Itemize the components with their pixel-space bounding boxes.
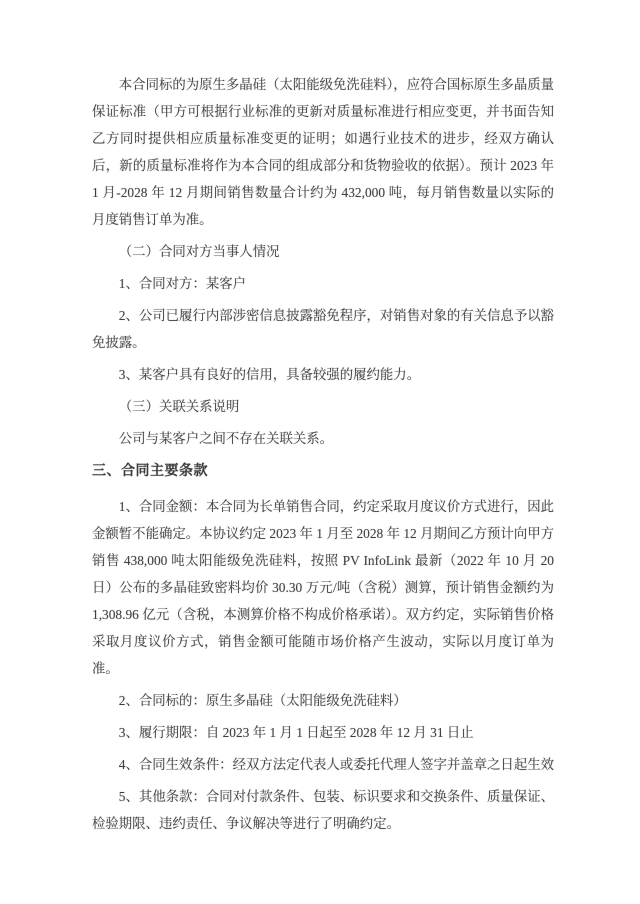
item-contract-subject: 2、合同标的：原生多晶硅（太阳能级免洗硅料） (118, 693, 407, 708)
section-heading-main-contract-terms: 三、合同主要条款 (92, 462, 208, 478)
item-contract-amount: 1、合同金额：本合同为长单销售合同，约定采取月度议价方式进行，因此金额暂不能确定。本协议约定 2023 年 1 月至 2028 年 12 月期间乙方预计向甲方销售 438,000 吨太阳能级免洗硅料，按照 PV InfoLink 最新（2022 年 10 月 20 日）公布的多晶硅致密料均价 30.30 万元/吨（含税）测算，预计销售金额约为 1,308.96 亿元（含税，本测算价格不构成价格承诺）。双方约定，实际销售价格采取月度议价方式，销售金额可能随市场价格产生波动，实际以月度订单为准。 (92, 499, 554, 676)
subsection-heading-relationship-note: （三）关联关系说明 (118, 399, 240, 414)
paragraph-contract-subject-quality: 本合同标的为原生多晶硅（太阳能级免洗硅料），应符合国标原生多晶质量保证标准（甲方可根据行业标准的更新对质量标准进行相应变更，并书面告知乙方同时提供相应质量标准变更的证明；如遇行业技术的进步，经双方确认后，新的质量标准将作为本合同的组成部分和货物验收的依据）。预计 2023 年 1 月-2028 年 12 月期间销售数量合计约为 432,000 吨，每月销售数量以实际的月度销售订单为准。 (92, 77, 554, 227)
item-other-terms: 5、其他条款：合同对付款条件、包装、标识要求和交换条件、质量保证、检验期限、违约责任、争议解决等进行了明确约定。 (92, 789, 554, 831)
paragraph-no-related-relationship: 公司与某客户之间不存在关联关系。 (118, 431, 334, 446)
item-disclosure-exemption: 2、公司已履行内部涉密信息披露豁免程序，对销售对象的有关信息予以豁免披露。 (92, 308, 554, 350)
item-performance-period: 3、履行期限：自 2023 年 1 月 1 日起至 2028 年 12 月 31 日止 (118, 725, 474, 740)
subsection-heading-counterparty-info: （二）合同对方当事人情况 (118, 244, 280, 259)
item-contract-counterparty: 1、合同对方：某客户 (118, 276, 247, 291)
item-customer-credit: 3、某客户具有良好的信用，具备较强的履约能力。 (118, 367, 421, 382)
item-effective-condition: 4、合同生效条件：经双方法定代表人或委托代理人签字并盖章之日起生效 (118, 757, 554, 772)
